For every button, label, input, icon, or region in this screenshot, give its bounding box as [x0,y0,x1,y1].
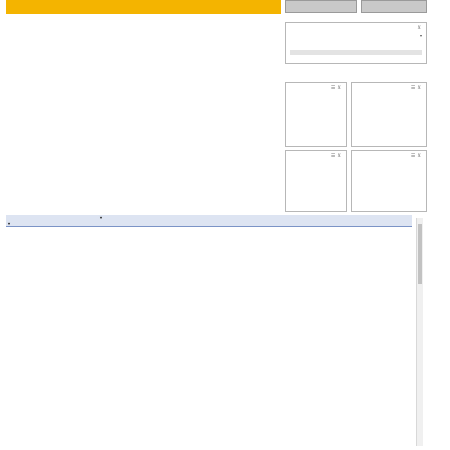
scrollbar-thumb[interactable] [418,224,422,284]
multi-select-icon[interactable]: ☰ [410,85,418,91]
slicer-kostenart[interactable] [351,150,427,212]
stacked-bar-chart[interactable] [6,18,281,208]
clear-filter-icon[interactable]: ⊻ [337,85,343,91]
multi-select-icon[interactable]: ☰ [410,153,418,159]
pivot-row-field[interactable]: ▾ [8,221,10,226]
slicer-bereich[interactable] [285,82,347,147]
timeline-months [286,44,426,49]
pivot-table[interactable] [6,215,412,449]
multi-select-icon[interactable]: ☰ [330,153,338,159]
multi-select-icon[interactable]: ☰ [330,85,338,91]
timeline-track[interactable] [290,50,422,55]
clear-filter-icon[interactable]: ⊻ [417,25,423,31]
slicer-kostenstelle[interactable] [285,150,347,212]
title-bar [6,0,281,14]
timeline-unit-dropdown[interactable]: ▾ [419,33,422,38]
clear-filter-icon[interactable]: ⊻ [337,153,343,159]
vertical-scrollbar[interactable] [416,218,423,446]
pivot-column-field[interactable]: ▾ [100,215,102,220]
menu-button[interactable] [361,0,427,13]
slicer-prozess[interactable] [351,82,427,147]
refresh-data-button[interactable] [285,0,357,13]
clear-filter-icon[interactable]: ⊻ [417,153,423,159]
clear-filter-icon[interactable]: ⊻ [417,85,423,91]
chart-svg [6,18,281,208]
timeline-slicer[interactable] [285,22,427,64]
pivot-header-row-2 [6,221,412,227]
